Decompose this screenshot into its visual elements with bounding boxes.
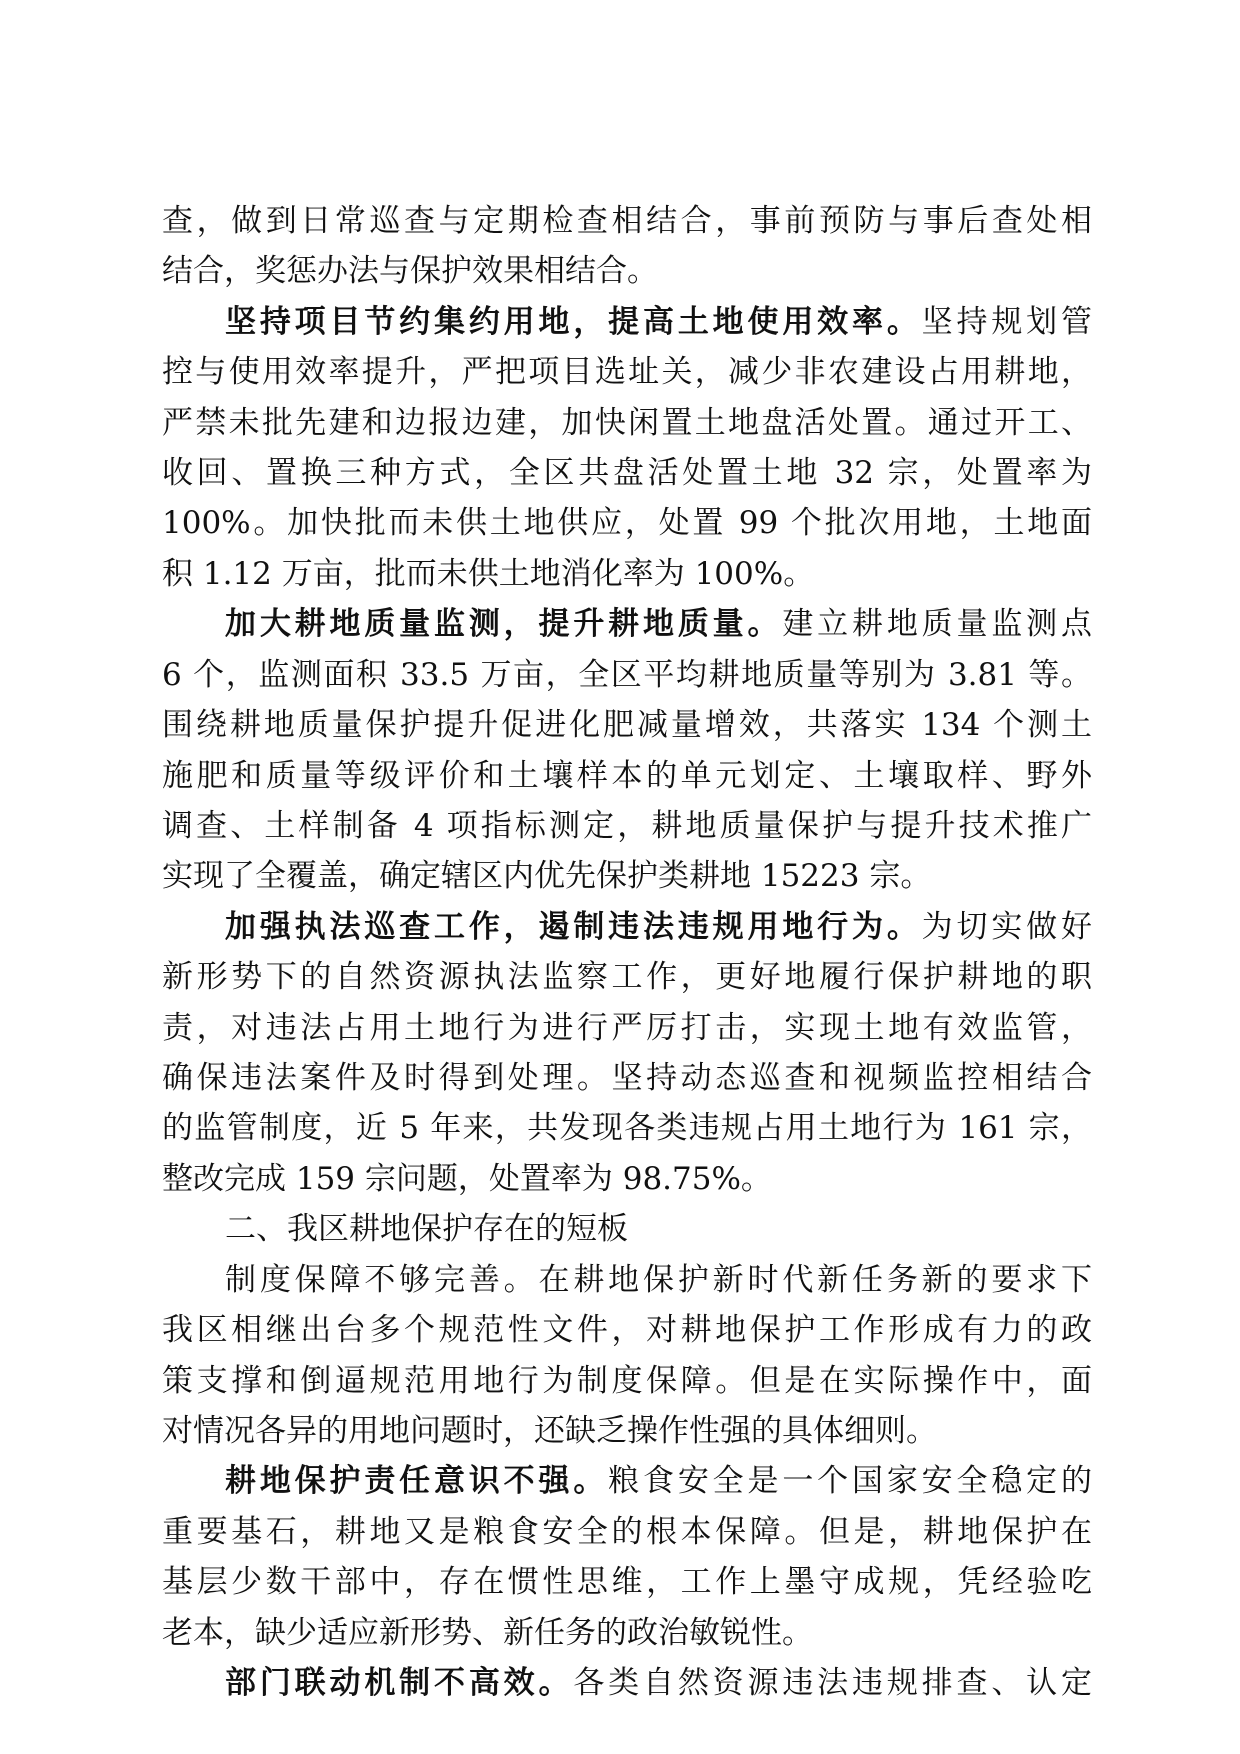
paragraph-3-line-3: 围绕耕地质量保护提升促进化肥减量增效，共落实 134 个测土: [162, 707, 1092, 743]
paragraph-4-lead: 加强执法巡查工作，遏制违法违规用地行为。: [225, 909, 922, 945]
paragraph-4-line-6: 整改完成 159 宗问题，处置率为 98.75%。: [162, 1161, 772, 1197]
paragraph-4-line-3: 责，对违法占用土地行为进行严厉打击，实现土地有效监管，: [162, 1010, 1092, 1046]
paragraph-1-line-1: 查，做到日常巡查与定期检查相结合，事前预防与事后查处相: [162, 203, 1092, 239]
paragraph-3-line-1: [225, 601, 1092, 647]
paragraph-6-line-1: [225, 1458, 1092, 1504]
paragraph-6-line-2: 重要基石，耕地又是粮食安全的根本保障。但是，耕地保护在: [162, 1514, 1092, 1550]
paragraph-2-line-2: 控与使用效率提升，严把项目选址关，减少非农建设占用耕地，: [162, 354, 1092, 390]
paragraph-3-line-6: 实现了全覆盖，确定辖区内优先保护类耕地 15223 宗。: [162, 858, 932, 894]
paragraph-5-line-4: 对情况各异的用地问题时，还缺乏操作性强的具体细则。: [162, 1413, 937, 1449]
paragraph-6-line-4: 老本，缺少适应新形势、新任务的政治敏锐性。: [162, 1615, 813, 1651]
paragraph-2-lead: 坚持项目节约集约用地，提高土地使用效率。: [225, 304, 922, 340]
paragraph-3-lead: 加大耕地质量监测，提升耕地质量。: [225, 606, 783, 642]
paragraph-2-line-3: 严禁未批先建和边报边建，加快闲置土地盘活处置。通过开工、: [162, 405, 1092, 441]
paragraph-6-line-1-rest: 粮食安全是一个国家安全稳定的: [608, 1463, 1092, 1499]
paragraph-6-line-3: 基层少数干部中，存在惯性思维，工作上墨守成规，凭经验吃: [162, 1564, 1092, 1600]
paragraph-1-line-2: 结合，奖惩办法与保护效果相结合。: [162, 253, 658, 289]
paragraph-3-line-4: 施肥和质量等级评价和土壤样本的单元划定、土壤取样、野外: [162, 758, 1092, 794]
paragraph-5-line-2: 我区相继出台多个规范性文件，对耕地保护工作形成有力的政: [162, 1312, 1092, 1348]
paragraph-4-line-5: 的监管制度，近 5 年来，共发现各类违规占用土地行为 161 宗，: [162, 1110, 1092, 1146]
paragraph-4-line-1-rest: 为切实做好: [921, 909, 1092, 945]
paragraph-6-lead: 耕地保护责任意识不强。: [225, 1463, 609, 1499]
paragraph-3-line-5: 调查、土样制备 4 项指标测定，耕地质量保护与提升技术推广: [162, 808, 1092, 844]
paragraph-2-line-1: [225, 299, 1092, 345]
paragraph-4-line-4: 确保违法案件及时得到处理。坚持动态巡查和视频监控相结合: [162, 1060, 1092, 1096]
paragraph-3-line-2: 6 个，监测面积 33.5 万亩，全区平均耕地质量等别为 3.81 等。: [162, 657, 1092, 693]
paragraph-2-line-1-rest: 坚持规划管: [921, 304, 1092, 340]
paragraph-7-lead: 部门联动机制不高效。: [225, 1665, 574, 1701]
paragraph-5-line-1: 制度保障不够完善。在耕地保护新时代新任务新的要求下: [225, 1262, 1092, 1298]
paragraph-2-line-4: 收回、置换三种方式，全区共盘活处置土地 32 宗，处置率为: [162, 455, 1092, 491]
paragraph-2-line-6: 积 1.12 万亩，批而未供土地消化率为 100%。: [162, 556, 815, 592]
section-heading: 二、我区耕地保护存在的短板: [225, 1211, 628, 1247]
paragraph-4-line-2: 新形势下的自然资源执法监察工作，更好地履行保护耕地的职: [162, 959, 1092, 995]
paragraph-3-line-1-rest: 建立耕地质量监测点: [782, 606, 1092, 642]
paragraph-5-line-3: 策支撑和倒逼规范用地行为制度保障。但是在实际操作中，面: [162, 1363, 1092, 1399]
paragraph-2-line-5: 100%。加快批而未供土地供应，处置 99 个批次用地，土地面: [162, 505, 1092, 541]
paragraph-7-line-1-rest: 各类自然资源违法违规排查、认定: [573, 1665, 1092, 1701]
paragraph-7-line-1: [225, 1660, 1092, 1706]
paragraph-4-line-1: [225, 904, 1092, 950]
